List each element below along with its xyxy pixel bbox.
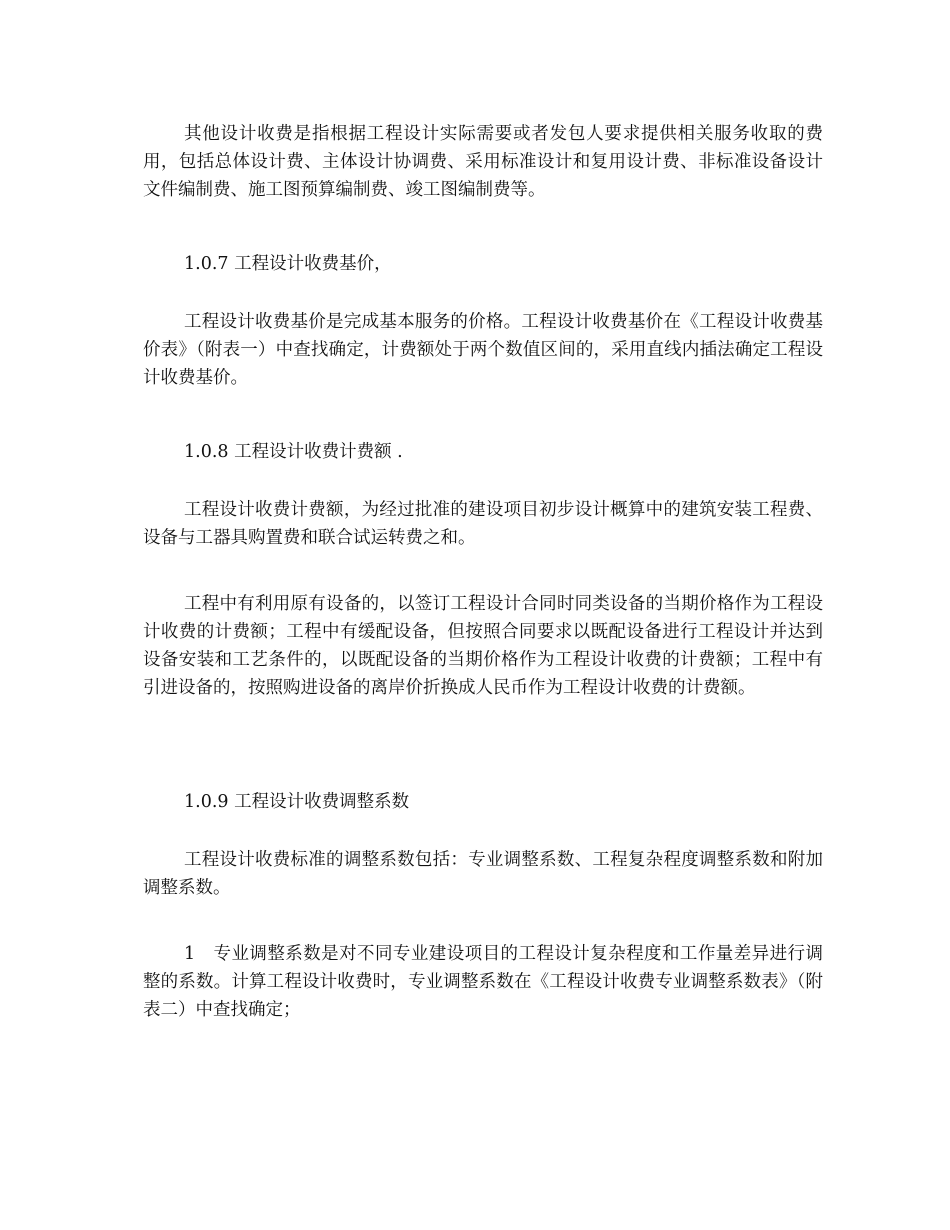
paragraph-other-design-fees: 其他设计收费是指根据工程设计实际需要或者发包人要求提供相关服务收取的费用，包括总体设计费、主体设计协调费、采用标准设计和复用设计费、非标准设备设计文件编制费、施工图预算编制费、竣工图编制费等。 xyxy=(143,124,823,200)
paragraph-professional-adjustment: 1 专业调整系数是对不同专业建设项目的工程设计复杂程度和工作量差异进行调整的系数。计算工程设计收费时，专业调整系数在《工程设计收费专业调整系数表》（附表二）中查找确定； xyxy=(143,944,823,1020)
paragraph-equipment-fee-basis: 工程中有利用原有设备的，以签订工程设计合同时同类设备的当期价格作为工程设计收费的计费额；工程中有缓配设备，但按照合同要求以既配设备进行工程设计并达到设备安装和工艺条件的，以既配设备的当期价格作为工程设计收费的计费额；工程中有引进设备的，按照购进设备的离岸价折换成人民币作为工程设计收费的计费额。 xyxy=(143,594,823,698)
section-heading-1-0-7: 1.0.7 工程设计收费基价， xyxy=(184,254,392,274)
paragraph-adjustment-factors: 工程设计收费标准的调整系数包括：专业调整系数、工程复杂程度调整系数和附加调整系数。 xyxy=(143,850,823,898)
section-heading-1-0-8: 1.0.8 工程设计收费计费额 . xyxy=(184,442,403,462)
section-heading-1-0-9: 1.0.9 工程设计收费调整系数 xyxy=(184,792,410,812)
paragraph-base-price: 工程设计收费基价是完成基本服务的价格。工程设计收费基价在《工程设计收费基价表》（附表一）中查找确定，计费额处于两个数值区间的，采用直线内插法确定工程设计收费基价。 xyxy=(143,312,823,388)
paragraph-fee-basis: 工程设计收费计费额，为经过批准的建设项目初步设计概算中的建筑安装工程费、设备与工器具购置费和联合试运转费之和。 xyxy=(143,500,823,548)
